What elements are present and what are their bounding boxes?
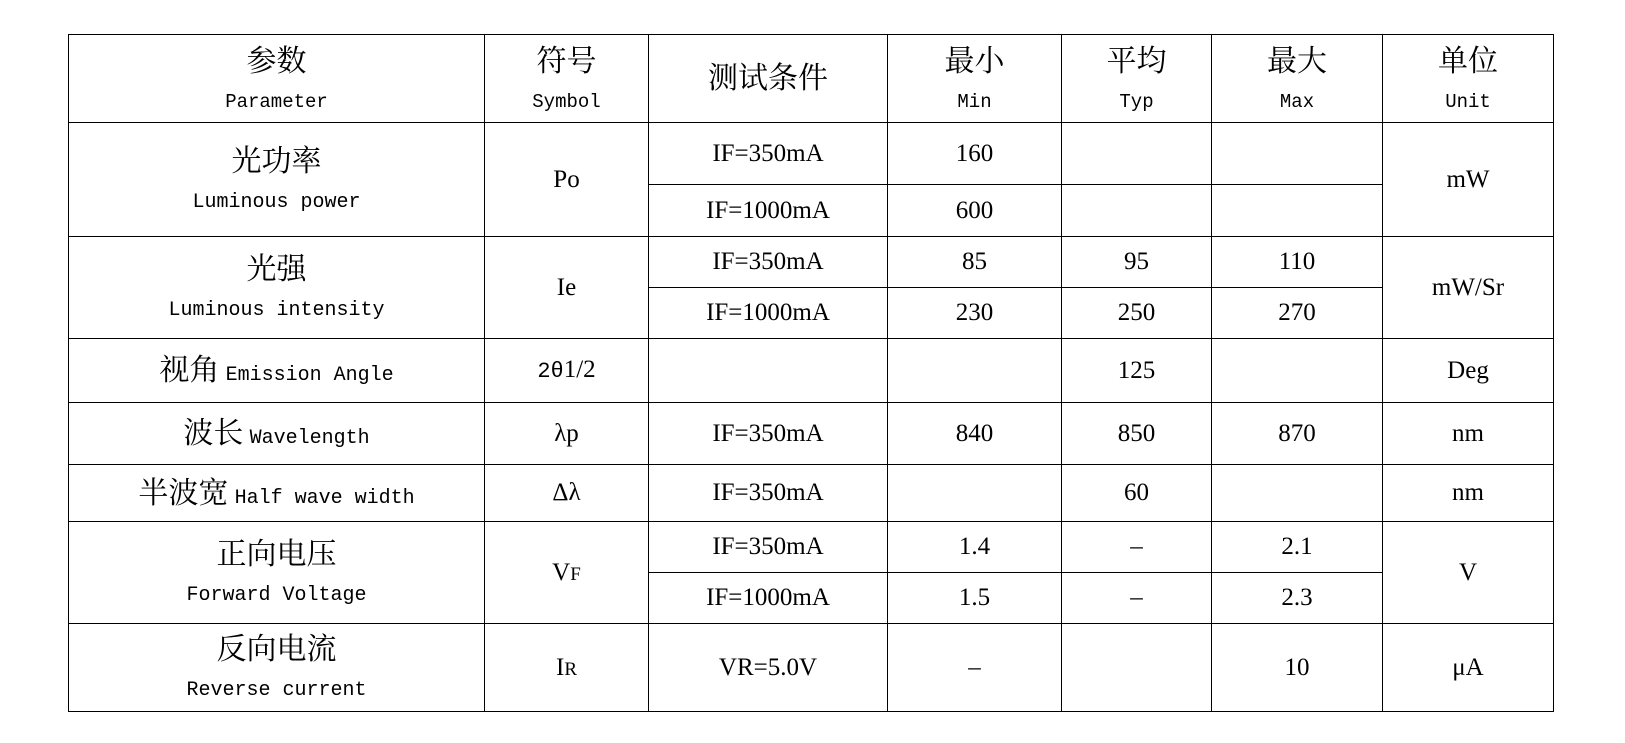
unit-cell: V bbox=[1383, 522, 1554, 624]
table-row bbox=[69, 465, 1554, 522]
unit-cell: Deg bbox=[1383, 339, 1554, 403]
min-cell bbox=[888, 339, 1062, 403]
table-row bbox=[69, 123, 1554, 185]
header-typ-zh: 平均 bbox=[1106, 43, 1167, 79]
param-en: Reverse current bbox=[186, 679, 367, 702]
condition-cell: IF=350mA bbox=[649, 123, 888, 185]
min-cell: 230 bbox=[888, 288, 1062, 339]
param-cell-intensity bbox=[69, 237, 485, 339]
param-en: Forward Voltage bbox=[186, 584, 367, 607]
param-cell-wavelength bbox=[69, 403, 485, 465]
condition-cell: IF=350mA bbox=[649, 522, 888, 573]
condition-cell: IF=1000mA bbox=[649, 288, 888, 339]
param-en: Luminous intensity bbox=[168, 299, 385, 322]
min-cell: – bbox=[888, 624, 1062, 712]
min-cell: 840 bbox=[888, 403, 1062, 465]
header-max bbox=[1212, 35, 1383, 123]
table-row bbox=[69, 403, 1554, 465]
header-symbol bbox=[485, 35, 649, 123]
param-en: Emission Angle bbox=[225, 364, 394, 387]
typ-cell bbox=[1062, 624, 1212, 712]
header-unit-en: Unit bbox=[1445, 90, 1491, 113]
symbol-sub: R bbox=[564, 658, 577, 680]
condition-cell: IF=1000mA bbox=[649, 573, 888, 624]
header-condition bbox=[649, 35, 888, 123]
min-cell bbox=[888, 465, 1062, 522]
condition-cell bbox=[649, 339, 888, 403]
symbol-cell bbox=[485, 339, 649, 403]
param-en: Half wave width bbox=[234, 486, 415, 510]
table-row bbox=[69, 339, 1554, 403]
table-row bbox=[69, 624, 1554, 712]
max-cell bbox=[1212, 123, 1383, 185]
max-cell: 110 bbox=[1212, 237, 1383, 288]
symbol-cell bbox=[485, 624, 649, 712]
param-cell-halfwidth bbox=[69, 465, 485, 522]
symbol-rest: 1/2 bbox=[563, 356, 596, 384]
param-zh: 半波宽 bbox=[138, 475, 229, 511]
condition-cell: IF=1000mA bbox=[649, 185, 888, 237]
param-zh: 正向电压 bbox=[216, 537, 337, 572]
min-cell: 160 bbox=[888, 123, 1062, 185]
spec-table bbox=[68, 34, 1554, 712]
max-cell: 2.1 bbox=[1212, 522, 1383, 573]
param-zh: 光功率 bbox=[231, 144, 322, 179]
param-en: Wavelength bbox=[249, 427, 370, 450]
typ-cell bbox=[1062, 123, 1212, 185]
min-cell: 85 bbox=[888, 237, 1062, 288]
max-cell: 270 bbox=[1212, 288, 1383, 339]
header-parameter-en: Parameter bbox=[225, 90, 328, 113]
symbol-cell bbox=[485, 522, 649, 624]
condition-cell: IF=350mA bbox=[649, 465, 888, 522]
param-zh: 视角 bbox=[159, 353, 220, 388]
symbol-cell: Ie bbox=[485, 237, 649, 339]
header-min-en: Min bbox=[957, 90, 992, 113]
max-cell bbox=[1212, 339, 1383, 403]
header-min-zh: 最小 bbox=[944, 43, 1005, 79]
header-unit-zh: 单位 bbox=[1438, 43, 1498, 79]
unit-cell: mW bbox=[1383, 123, 1554, 237]
typ-cell: 95 bbox=[1062, 237, 1212, 288]
typ-cell: – bbox=[1062, 573, 1212, 624]
header-symbol-en: Symbol bbox=[532, 90, 601, 113]
header-parameter-zh: 参数 bbox=[246, 43, 307, 79]
param-en: Luminous power bbox=[192, 191, 361, 214]
table-row bbox=[69, 237, 1554, 288]
header-typ bbox=[1062, 35, 1212, 123]
symbol-main: I bbox=[555, 653, 565, 681]
condition-cell: IF=350mA bbox=[649, 403, 888, 465]
param-zh: 光强 bbox=[246, 252, 307, 287]
max-cell: 870 bbox=[1212, 403, 1383, 465]
max-cell bbox=[1212, 465, 1383, 522]
header-min bbox=[888, 35, 1062, 123]
min-cell: 600 bbox=[888, 185, 1062, 237]
max-cell bbox=[1212, 185, 1383, 237]
typ-cell: 850 bbox=[1062, 403, 1212, 465]
unit-cell: nm bbox=[1383, 403, 1554, 465]
max-cell: 10 bbox=[1212, 624, 1383, 712]
header-typ-en: Typ bbox=[1119, 90, 1154, 113]
unit-cell: μA bbox=[1383, 624, 1554, 712]
param-cell-reverse bbox=[69, 624, 485, 712]
symbol-main: 2θ bbox=[537, 359, 564, 385]
symbol-sub: F bbox=[570, 563, 581, 585]
min-cell: 1.5 bbox=[888, 573, 1062, 624]
symbol-main: V bbox=[552, 558, 571, 586]
condition-cell: VR=5.0V bbox=[649, 624, 888, 712]
unit-cell: nm bbox=[1383, 465, 1554, 522]
header-condition-zh: 测试条件 bbox=[708, 61, 828, 96]
symbol-cell: Δλ bbox=[485, 465, 649, 522]
table-row bbox=[69, 522, 1554, 573]
max-cell: 2.3 bbox=[1212, 573, 1383, 624]
typ-cell: 250 bbox=[1062, 288, 1212, 339]
header-symbol-zh: 符号 bbox=[536, 43, 597, 79]
unit-cell: mW/Sr bbox=[1383, 237, 1554, 339]
symbol-cell: λp bbox=[485, 403, 649, 465]
param-cell-power bbox=[69, 123, 485, 237]
param-zh: 波长 bbox=[183, 416, 244, 451]
typ-cell: – bbox=[1062, 522, 1212, 573]
param-cell-forward bbox=[69, 522, 485, 624]
param-cell-angle bbox=[69, 339, 485, 403]
condition-cell: IF=350mA bbox=[649, 237, 888, 288]
header-unit bbox=[1383, 35, 1554, 123]
typ-cell bbox=[1062, 185, 1212, 237]
header-max-zh: 最大 bbox=[1267, 43, 1327, 79]
min-cell: 1.4 bbox=[888, 522, 1062, 573]
symbol-cell: Po bbox=[485, 123, 649, 237]
param-zh: 反向电流 bbox=[216, 632, 337, 667]
typ-cell: 125 bbox=[1062, 339, 1212, 403]
header-row bbox=[69, 35, 1554, 123]
typ-cell: 60 bbox=[1062, 465, 1212, 522]
header-max-en: Max bbox=[1279, 90, 1315, 113]
header-parameter bbox=[69, 35, 485, 123]
